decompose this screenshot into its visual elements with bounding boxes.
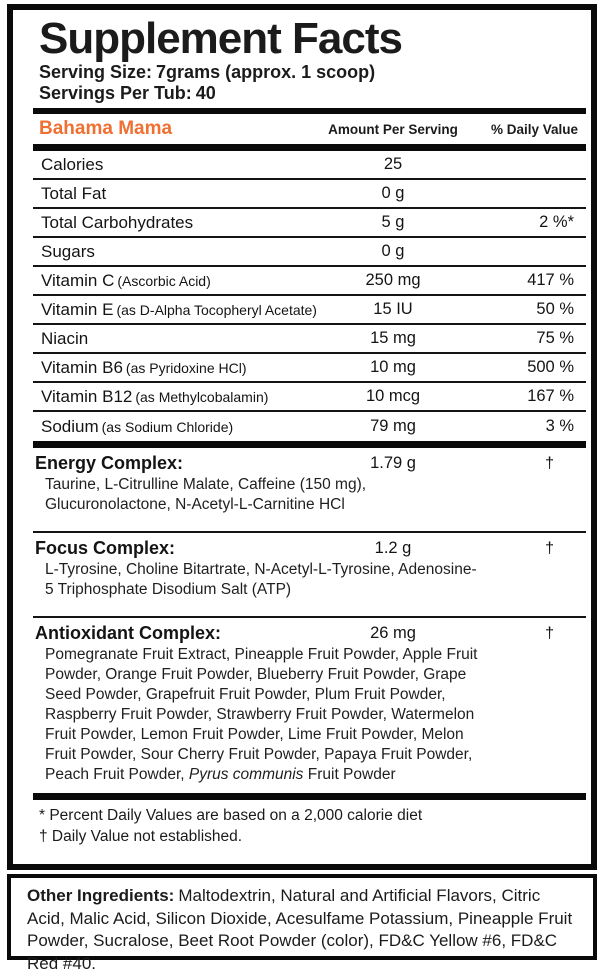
complex-name: Energy Complex:: [35, 453, 184, 473]
nutrient-dv: 50 %: [536, 300, 574, 318]
servings-per-tub-label: Servings Per Tub:: [39, 83, 192, 103]
nutrient-amount: 10 mcg: [365, 387, 421, 405]
nutrient-detail: (as D-Alpha Tocopheryl Acetate): [116, 301, 317, 318]
nutrient-name: Vitamin B6: [41, 357, 123, 377]
rule-thick: [33, 793, 586, 800]
table-row-total-fat: [33, 180, 586, 209]
nutrient-name: Sugars: [41, 241, 95, 261]
nutrient-amount: 79 mg: [370, 417, 416, 435]
nutrient-name: Calories: [41, 154, 104, 174]
table-row-calories: [33, 151, 586, 180]
complex-name: Antioxidant Complex:: [35, 623, 222, 643]
column-daily-value: % Daily Value: [490, 121, 578, 137]
complex-dv-dagger: †: [545, 455, 554, 472]
energy-complex-section: [33, 448, 586, 531]
nutrient-detail: (Ascorbic Acid): [117, 272, 211, 289]
nutrient-amount: 250 mg: [365, 271, 421, 289]
nutrient-dv: 2 %*: [539, 213, 574, 231]
complex-amount: 1.79 g: [370, 454, 416, 472]
table-row-sugars: [33, 238, 586, 267]
nutrient-dv: 417 %: [527, 271, 574, 289]
nutrient-amount: 15 IU: [373, 300, 413, 318]
table-row-vitamin-b6: [33, 354, 586, 383]
other-ingredients-text: Maltodextrin, Natural and Artificial Flavors, Citric Acid, Malic Acid, Silicon Dioxide, Acesulfame Potassium, Pineapple Fruit Powder, Sucralose, Beet Root Powder (color), FD&C Yellow #6, FD&C Red #40.: [27, 886, 573, 973]
nutrient-amount: 15 mg: [370, 329, 416, 347]
nutrient-name: Vitamin C: [41, 270, 115, 290]
nutrient-amount: 10 mg: [370, 358, 416, 376]
complex-dv-dagger: †: [545, 540, 554, 557]
nutrient-amount: 0 g: [381, 242, 405, 260]
other-ingredients-label: Other Ingredients:: [27, 886, 175, 905]
nutrient-amount: 5 g: [381, 213, 405, 231]
complex-ingredients: Pomegranate Fruit Extract, Pineapple Fruit Powder, Apple Fruit Powder, Orange Fruit Powder, Blueberry Fruit Powder, Grape Seed Powder, Grapefruit Fruit Powder, Plum Fruit Powder, Raspberry Fruit Powder, Strawberry Fruit Powder, Watermelon Fruit Powder, Lemon Fruit Powder, Lime Fruit Powder, Melon Fruit Powder, Sour Cherry Fruit Powder, Papaya Fruit Powder, Peach Fruit Powder, Pyrus communis Fruit Powder: [45, 646, 478, 783]
nutrient-amount: 0 g: [381, 184, 405, 202]
other-ingredients-panel: [7, 874, 597, 973]
footnotes: [33, 800, 586, 847]
column-amount-per-serving: Amount Per Serving: [328, 121, 458, 137]
footnote-daily-values: * Percent Daily Values are based on a 2,000 calorie diet: [39, 807, 423, 824]
flavor-name: Bahama Mama: [39, 118, 173, 139]
column-header-row: [33, 114, 586, 144]
serving-size-label: Serving Size:: [39, 62, 153, 82]
panel-header: [33, 10, 586, 108]
complex-ingredients: Taurine, L-Citrulline Malate, Caffeine (150 mg), Glucuronolactone, N-Acetyl-L-Carnitine HCl: [45, 476, 367, 513]
antioxidant-complex-section: [33, 618, 586, 793]
nutrient-name: Total Carbohydrates: [41, 212, 194, 232]
table-row-niacin: [33, 325, 586, 354]
panel-title: Supplement Facts: [39, 14, 402, 63]
nutrient-detail: (as Pyridoxine HCl): [125, 359, 247, 376]
servings-per-tub-value: 40: [195, 83, 216, 103]
focus-complex-section: [33, 533, 586, 616]
table-row-sodium: [33, 412, 586, 441]
complex-dv-dagger: †: [545, 625, 554, 642]
nutrient-detail: (as Sodium Chloride): [101, 418, 234, 435]
nutrient-dv: 3 %: [545, 417, 574, 435]
table-row-vitamin-b12: [33, 383, 586, 412]
table-row-total-carbohydrates: [33, 209, 586, 238]
nutrient-name: Total Fat: [41, 183, 107, 203]
serving-size-value: 7grams (approx. 1 scoop): [156, 62, 376, 82]
nutrient-dv: 167 %: [527, 387, 574, 405]
complex-name: Focus Complex:: [35, 538, 176, 558]
nutrient-name: Sodium: [41, 416, 99, 436]
supplement-facts-panel: [7, 4, 597, 870]
table-row-vitamin-e: [33, 296, 586, 325]
serving-size-line: [39, 62, 586, 83]
nutrient-name: Vitamin B12: [41, 386, 133, 406]
nutrient-detail: (as Methylcobalamin): [135, 388, 269, 405]
nutrient-dv: 75 %: [536, 329, 574, 347]
rule-thick: [33, 441, 586, 448]
nutrient-table: [33, 151, 586, 441]
rule-thick: [33, 144, 586, 151]
footnote-dagger: † Daily Value not established.: [39, 828, 243, 845]
servings-per-tub-line: [39, 83, 586, 104]
nutrient-name: Niacin: [41, 328, 89, 348]
complex-amount: 1.2 g: [374, 539, 412, 557]
nutrient-dv: 500 %: [527, 358, 574, 376]
complex-amount: 26 mg: [370, 624, 416, 642]
latin-species-name: Pyrus communis: [188, 766, 304, 783]
table-row-vitamin-c: [33, 267, 586, 296]
complex-ingredients: L-Tyrosine, Choline Bitartrate, N-Acetyl-L-Tyrosine, Adenosine-5 Triphosphate Disodium Salt (ATP): [45, 561, 477, 598]
nutrient-amount: 25: [383, 155, 403, 173]
nutrient-name: Vitamin E: [41, 299, 114, 319]
